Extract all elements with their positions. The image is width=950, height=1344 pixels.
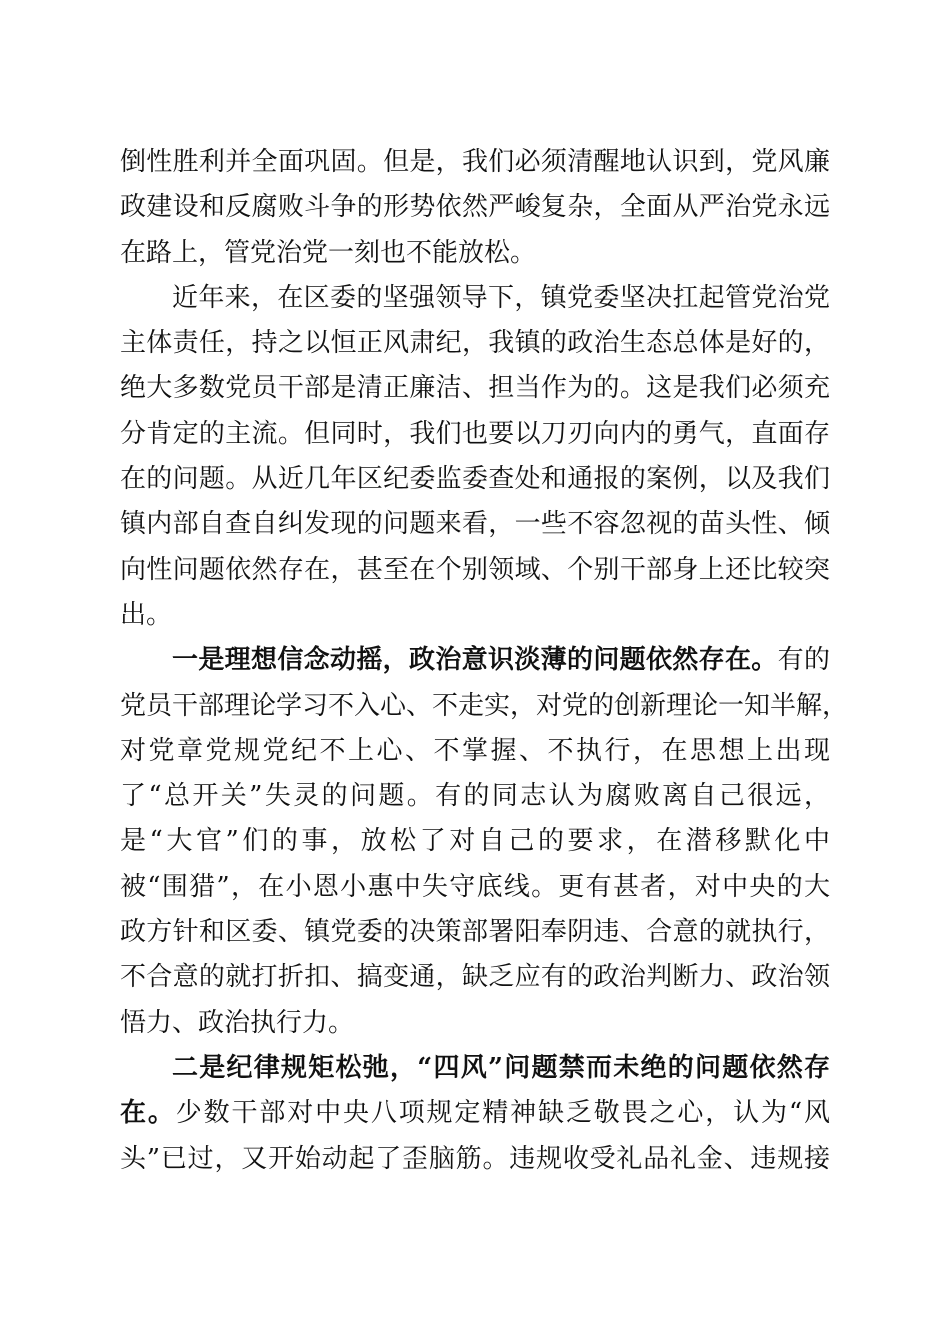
document-page: [120, 140, 849, 1182]
text-span: 有的: [777, 645, 830, 676]
text-line: 对党章党规党纪不上心、不掌握、不执行，在思想上出现: [120, 735, 830, 766]
text-line: 在路上，管党治党一刻也不能放松。: [120, 237, 537, 268]
text-line: 党员干部理论学习不入心、不走实，对党的创新理论一知半解，: [120, 690, 849, 721]
text-span: 少数干部对中央八项规定精神缺乏敬畏之心，认为“风: [175, 1098, 830, 1129]
bold-heading: 二是纪律规矩松弛，“四风”问题禁而未绝的问题依然存: [172, 1052, 830, 1083]
text-line: 了“总开关”失灵的问题。有的同志认为腐败离自己很远，: [120, 781, 830, 812]
text-line: 镇内部自查自纠发现的问题来看，一些不容忽视的苗头性、倾: [120, 509, 830, 540]
text-line: [120, 638, 830, 683]
bold-heading-end: 在。: [120, 1098, 176, 1129]
text-line: 倒性胜利并全面巩固。但是，我们必须清醒地认识到，党风廉: [120, 147, 830, 177]
text-line: 绝大多数党员干部是清正廉洁、担当作为的。这是我们必须充: [120, 373, 830, 404]
text-line: 主体责任，持之以恒正风肃纪，我镇的政治生态总体是好的，: [120, 328, 830, 359]
text-line: 不合意的就打折扣、搞变通，缺乏应有的政治判断力、政治领: [120, 962, 830, 993]
paragraph-4: [120, 1046, 830, 1182]
paragraph-1: [120, 140, 830, 276]
text-line: [120, 1091, 830, 1136]
paragraph-2: [120, 276, 830, 638]
text-line: 政建设和反腐败斗争的形势依然严峻复杂，全面从严治党永远: [120, 192, 830, 223]
text-line: 出。: [120, 599, 173, 630]
paragraph-3: [120, 638, 849, 1046]
text-line: 政方针和区委、镇党委的决策部署阳奉阴违、合意的就执行，: [120, 917, 830, 948]
text-line: 向性问题依然存在，甚至在个别领域、个别干部身上还比较突: [120, 554, 830, 585]
text-line: 是“大官”们的事，放松了对自己的要求，在潜移默化中: [120, 826, 830, 857]
bold-heading: 一是理想信念动摇，政治意识淡薄的问题依然存在。: [172, 645, 778, 676]
text-line: 头”已过，又开始动起了歪脑筋。违规收受礼品礼金、违规接: [120, 1143, 830, 1174]
text-line: 被“围猎”，在小恩小惠中失守底线。更有甚者，对中央的大: [120, 871, 830, 902]
text-line: 在的问题。从近几年区纪委监委查处和通报的案例，以及我们: [120, 464, 830, 495]
text-line: 分肯定的主流。但同时，我们也要以刀刃向内的勇气，直面存: [120, 418, 830, 449]
text-line: 近年来，在区委的坚强领导下，镇党委坚决扛起管党治党: [172, 282, 830, 313]
text-line: 悟力、政治执行力。: [120, 1007, 355, 1038]
